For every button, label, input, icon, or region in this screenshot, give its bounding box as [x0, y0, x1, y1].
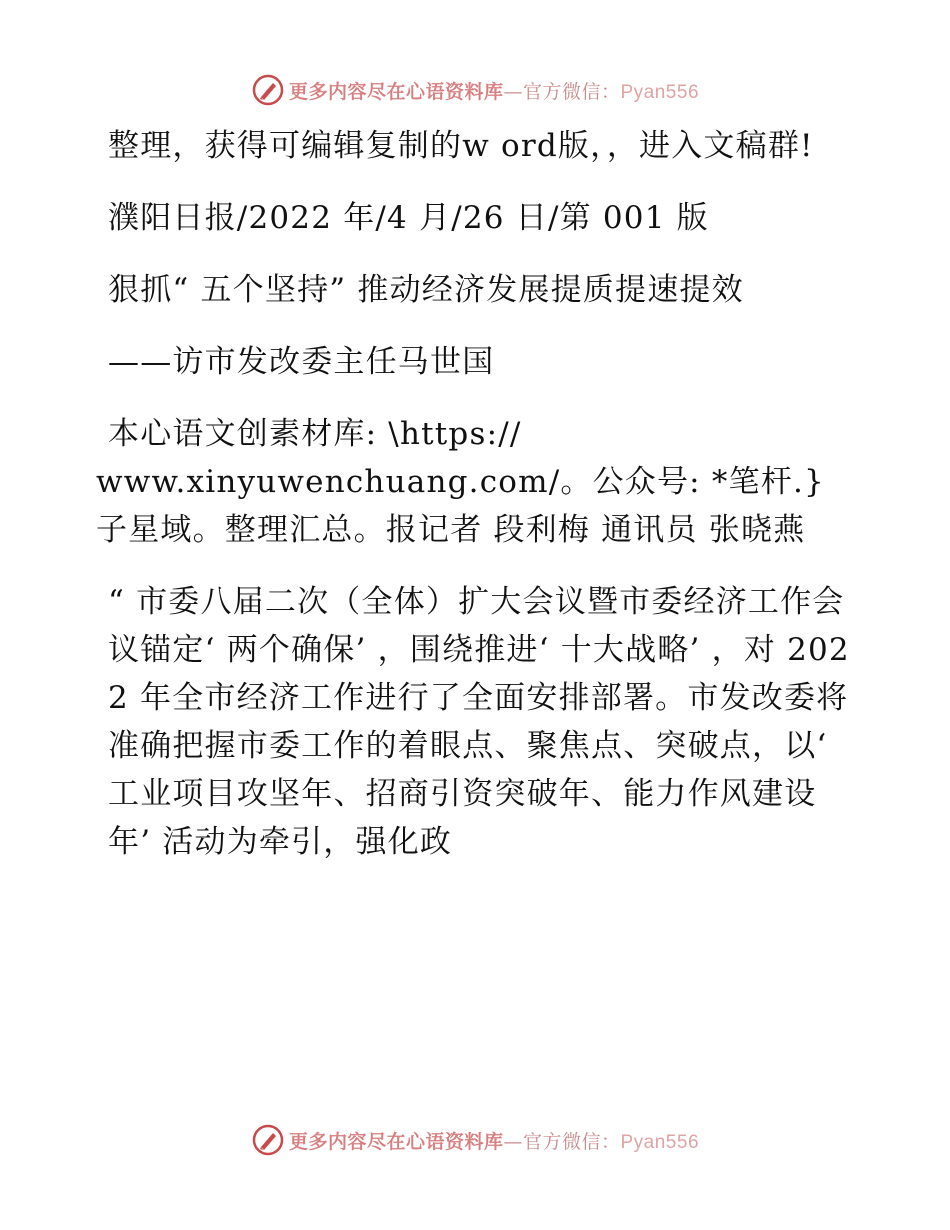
- source-line: 本心语文创素材库: \https://: [108, 416, 522, 452]
- article-title: 狠抓“ 五个坚持” 推动经济发展提质提速提效: [108, 272, 744, 308]
- header-banner: [0, 70, 950, 110]
- source-credits: www.xinyuwenchuang.com/。公众号: *笔杆.}子星域。整理汇总。报记者 段利梅 通讯员 张晓燕: [96, 464, 825, 548]
- paragraph-intro: 整理，获得可编辑复制的w ord版，，进入文稿群!: [108, 128, 814, 164]
- article-paragraph: “ 市委八届二次（全体）扩大会议暨市委经济工作会议锚定‘ 两个确保’ ，围绕推进‘ 十大战略’ ，对 2022 年全市经济工作进行了全面安排部署。市发改委将准确把握市委工作的着眼点、聚焦点、突破点，以‘ 工业项目攻坚年、招商引资突破年、能力作风建设年’ 活动为牵引，强化政: [108, 584, 850, 860]
- header-banner-text: 更多内容尽在心语资料库—官方微信：Pyan556: [288, 80, 700, 103]
- article-subtitle: ——访市发改委主任马世国: [108, 344, 495, 380]
- newspaper-dateline: 濮阳日报/2022 年/4 月/26 日/第 001 版: [108, 200, 709, 236]
- pen-seal-logo-icon: [251, 73, 285, 107]
- document-body: [96, 122, 856, 890]
- footer-banner-text: 更多内容尽在心语资料库—官方微信：Pyan556: [288, 1130, 700, 1153]
- footer-banner: [0, 1120, 950, 1160]
- pen-seal-logo-icon: [251, 1123, 285, 1157]
